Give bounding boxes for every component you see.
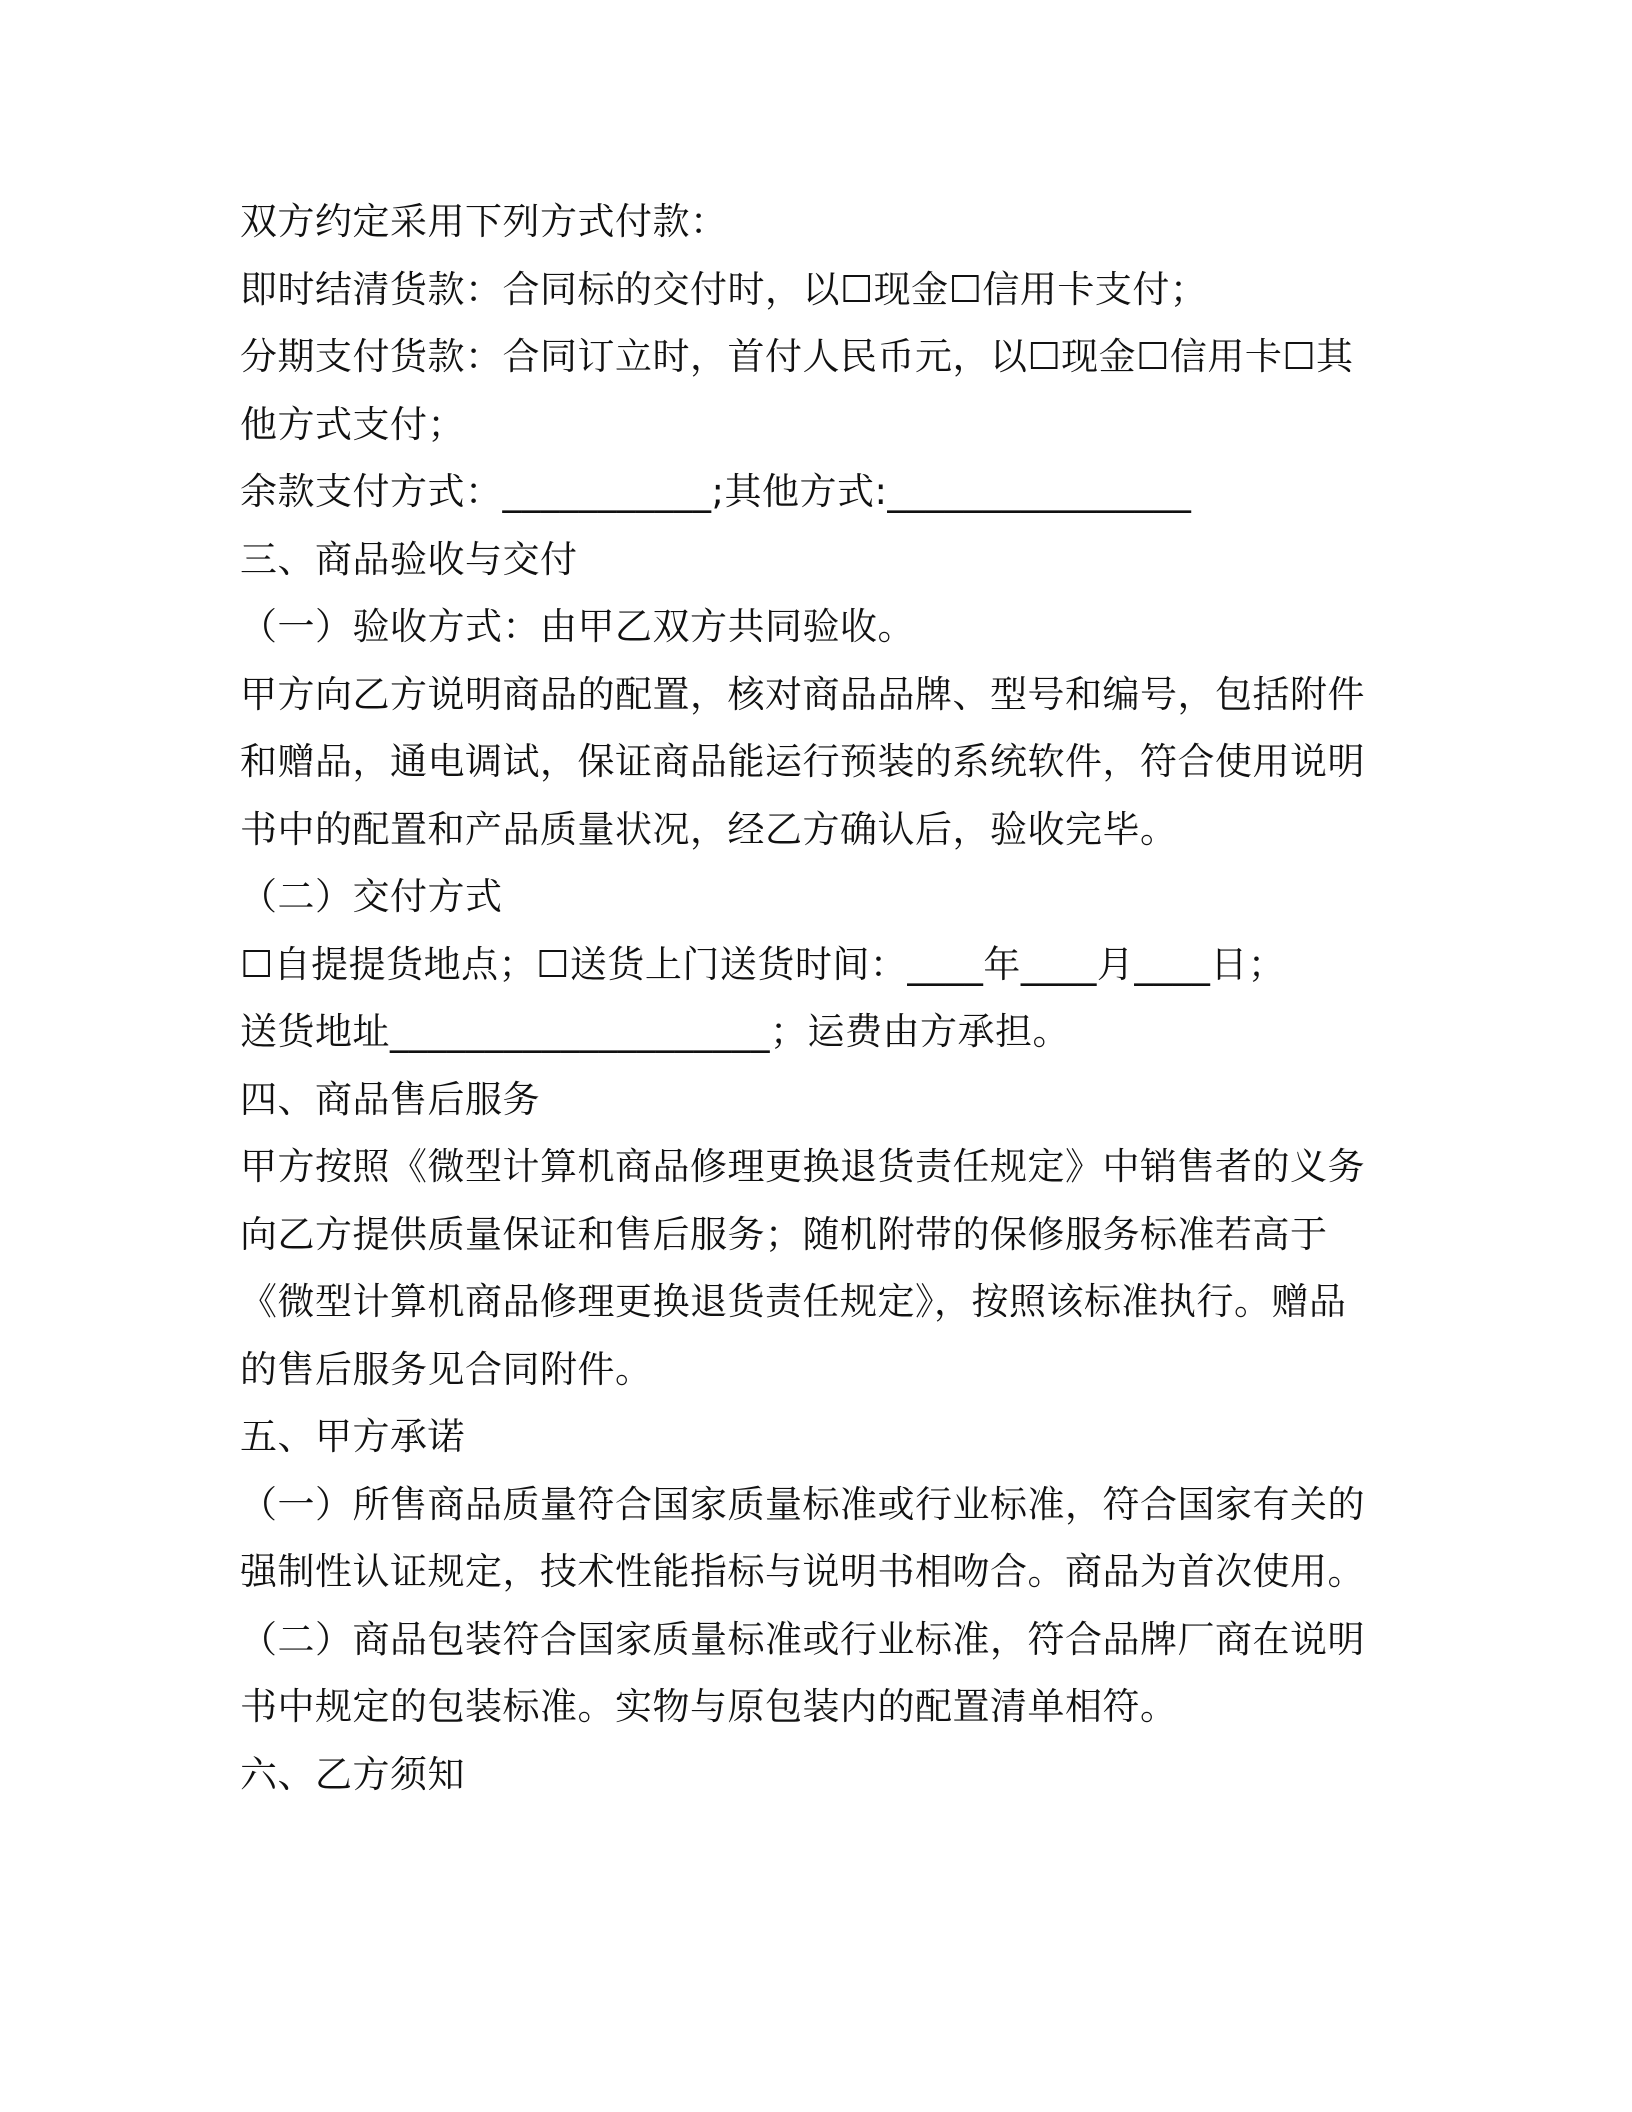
document-body (240, 188, 1380, 1808)
paragraph-installment-payment: 分期支付货款：合同订立时，首付人民币元，以☐现金☐信用卡☐其 (240, 335, 1354, 378)
section-heading-party-b-notice: 六、乙方须知 (240, 1752, 465, 1796)
paragraph-acceptance-detail: 甲方向乙方说明商品的配置，核对商品品牌、型号和编号，包括附件 (240, 672, 1365, 716)
subsection-quality-promise-cont: 强制性认证规定，技术性能指标与说明书相吻合。商品为首次使用。 (240, 1550, 1365, 1593)
paragraph-payment-intro: 双方约定采用下列方式付款： (240, 200, 728, 243)
paragraph-delivery-options: ☐自提提货地点；☐送货上门送货时间：____年____月____日； (240, 942, 1286, 986)
section-heading-after-sales: 四、商品售后服务 (240, 1077, 540, 1121)
paragraph-balance-payment: 余款支付方式：___________;其他方式:________________ (240, 470, 1192, 513)
paragraph-installment-payment-cont: 他方式支付； (240, 402, 465, 446)
section-heading-acceptance: 三、商品验收与交付 (240, 537, 578, 581)
subsection-packaging-promise: （二）商品包装符合国家质量标准或行业标准，符合品牌厂商在说明 (240, 1617, 1365, 1661)
paragraph-after-sales-cont2: 《微型计算机商品修理更换退货责任规定》，按照该标准执行。赠品 (240, 1280, 1347, 1323)
paragraph-after-sales-end: 的售后服务见合同附件。 (240, 1347, 653, 1391)
subsection-delivery-method: （二）交付方式 (240, 875, 503, 918)
paragraph-acceptance-detail-cont: 和赠品，通电调试，保证商品能运行预装的系统软件，符合使用说明 (240, 740, 1365, 783)
paragraph-immediate-payment: 即时结清货款：合同标的交付时，以☐现金☐信用卡支付； (240, 267, 1208, 311)
subsection-packaging-promise-cont: 书中规定的包装标准。实物与原包装内的配置清单相符。 (240, 1685, 1178, 1728)
section-heading-party-a-promise: 五、甲方承诺 (240, 1415, 465, 1458)
paragraph-acceptance-detail-end: 书中的配置和产品质量状况，经乙方确认后，验收完毕。 (240, 807, 1178, 851)
paragraph-after-sales-cont: 向乙方提供质量保证和售后服务；随机附带的保修服务标准若高于 (240, 1212, 1328, 1256)
paragraph-delivery-address: 送货地址____________________；运费由方承担。 (240, 1010, 1070, 1053)
subsection-acceptance-method: （一）验收方式：由甲乙双方共同验收。 (240, 605, 915, 648)
paragraph-after-sales: 甲方按照《微型计算机商品修理更换退货责任规定》中销售者的义务 (240, 1145, 1365, 1188)
subsection-quality-promise: （一）所售商品质量符合国家质量标准或行业标准，符合国家有关的 (240, 1482, 1365, 1526)
